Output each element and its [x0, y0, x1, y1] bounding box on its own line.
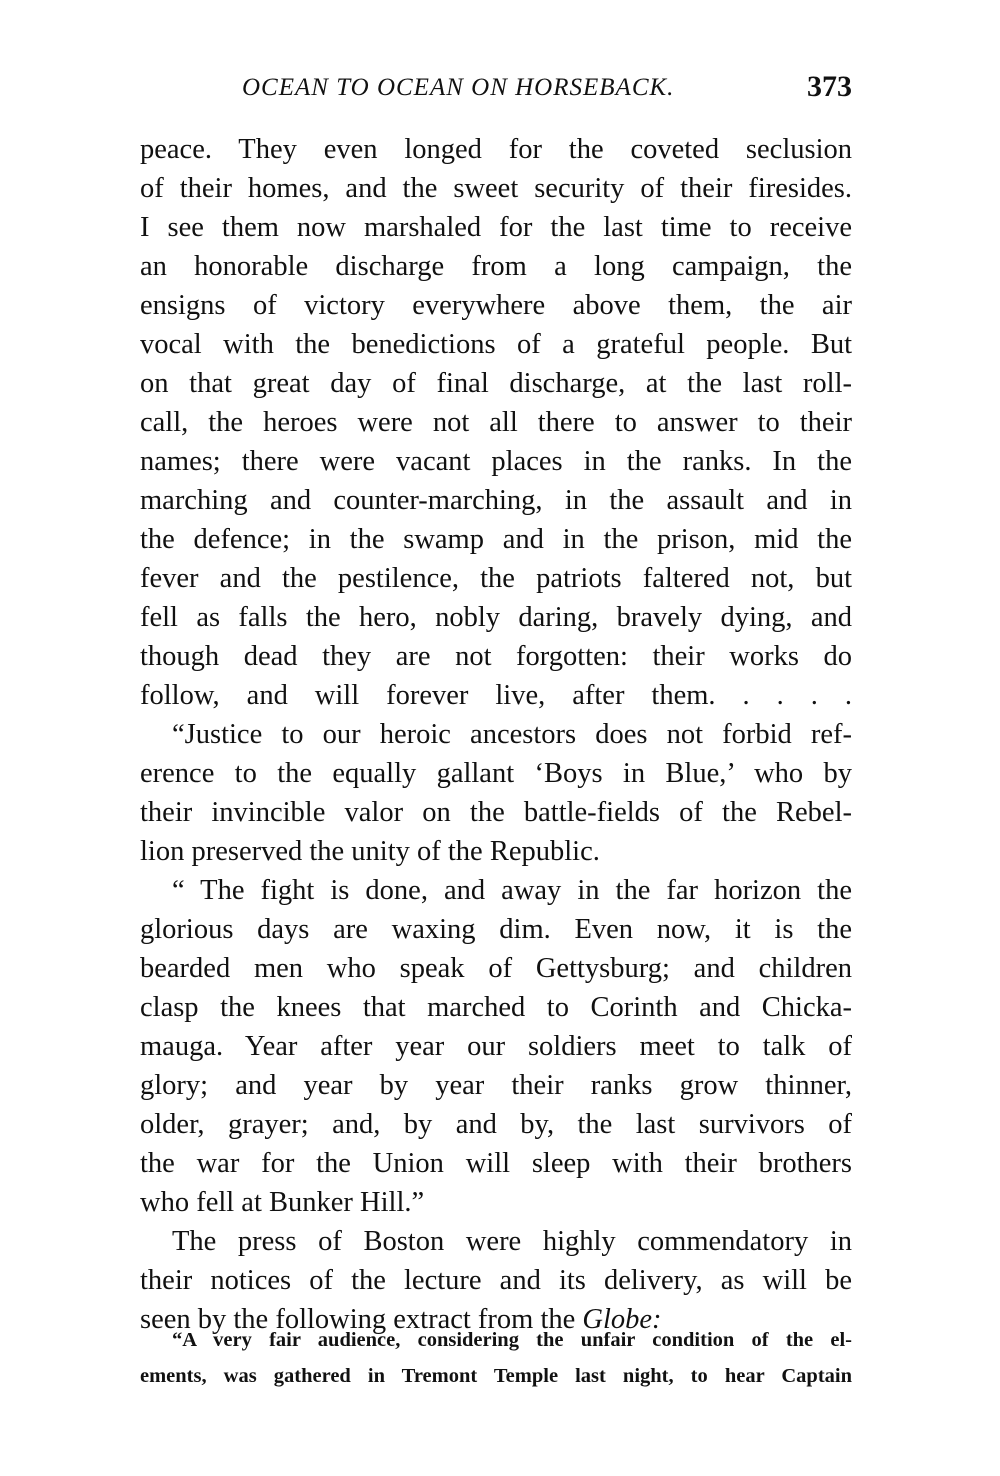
text-line: peace. They even longed for the coveted seclusion	[140, 134, 852, 165]
text-line: names; there were vacant places in the ranks. In the	[140, 446, 852, 477]
extract-line: “A very fair audience, considering the unfair condition of the el-	[172, 1329, 852, 1351]
quoted-extract	[140, 1322, 852, 1394]
text-line: lion preserved the unity of the Republic.	[140, 836, 600, 867]
text-line: “ The fight is done, and away in the far horizon the	[172, 875, 852, 906]
text-line: seen by the following extract from the	[140, 1304, 576, 1335]
text-line: I see them now marshaled for the last time to receive	[140, 212, 852, 243]
text-line: their invincible valor on the battle-fields of the Rebel-	[140, 797, 852, 828]
text-line: of their homes, and the sweet security of their firesides.	[140, 173, 852, 204]
body-text	[140, 130, 852, 1339]
globe-title: Globe:	[582, 1304, 662, 1335]
text-line: fever and the pestilence, the patriots faltered not, but	[140, 563, 852, 594]
text-line: clasp the knees that marched to Corinth and Chicka-	[140, 992, 852, 1023]
text-line: glory; and year by year their ranks grow thinner,	[140, 1070, 852, 1101]
text-line: mauga. Year after year our soldiers meet to talk of	[140, 1031, 852, 1062]
text-line: though dead they are not forgotten: their works do	[140, 641, 852, 672]
text-line: glorious days are waxing dim. Even now, it is the	[140, 914, 852, 945]
extract-line: ements, was gathered in Tremont Temple last night, to hear Captain	[140, 1365, 852, 1387]
page-header	[140, 70, 852, 110]
text-line: marching and counter-marching, in the assault and in	[140, 485, 852, 516]
text-line: fell as falls the hero, nobly daring, bravely dying, and	[140, 602, 852, 633]
running-title: OCEAN TO OCEAN ON HORSEBACK.	[242, 74, 675, 101]
text-line: an honorable discharge from a long campaign, the	[140, 251, 852, 282]
text-line: ensigns of victory everywhere above them, the air	[140, 290, 852, 321]
text-line: vocal with the benedictions of a grateful people. But	[140, 329, 852, 360]
text-line: “Justice to our heroic ancestors does not forbid ref-	[172, 719, 852, 750]
text-line: on that great day of final discharge, at the last roll-	[140, 368, 852, 399]
text-line: call, the heroes were not all there to answer to their	[140, 407, 852, 438]
text-line: erence to the equally gallant ‘Boys in Blue,’ who by	[140, 758, 852, 789]
text-line: The press of Boston were highly commendatory in	[172, 1226, 852, 1257]
page-number: 373	[807, 70, 852, 103]
text-line: bearded men who speak of Gettysburg; and children	[140, 953, 852, 984]
text-line: their notices of the lecture and its delivery, as will be	[140, 1265, 852, 1296]
text-line: follow, and will forever live, after them. . . . .	[140, 680, 852, 711]
text-line: the defence; in the swamp and in the prison, mid the	[140, 524, 852, 555]
text-line: the war for the Union will sleep with their brothers	[140, 1148, 852, 1179]
text-line: who fell at Bunker Hill.”	[140, 1187, 425, 1218]
text-line: older, grayer; and, by and by, the last survivors of	[140, 1109, 852, 1140]
